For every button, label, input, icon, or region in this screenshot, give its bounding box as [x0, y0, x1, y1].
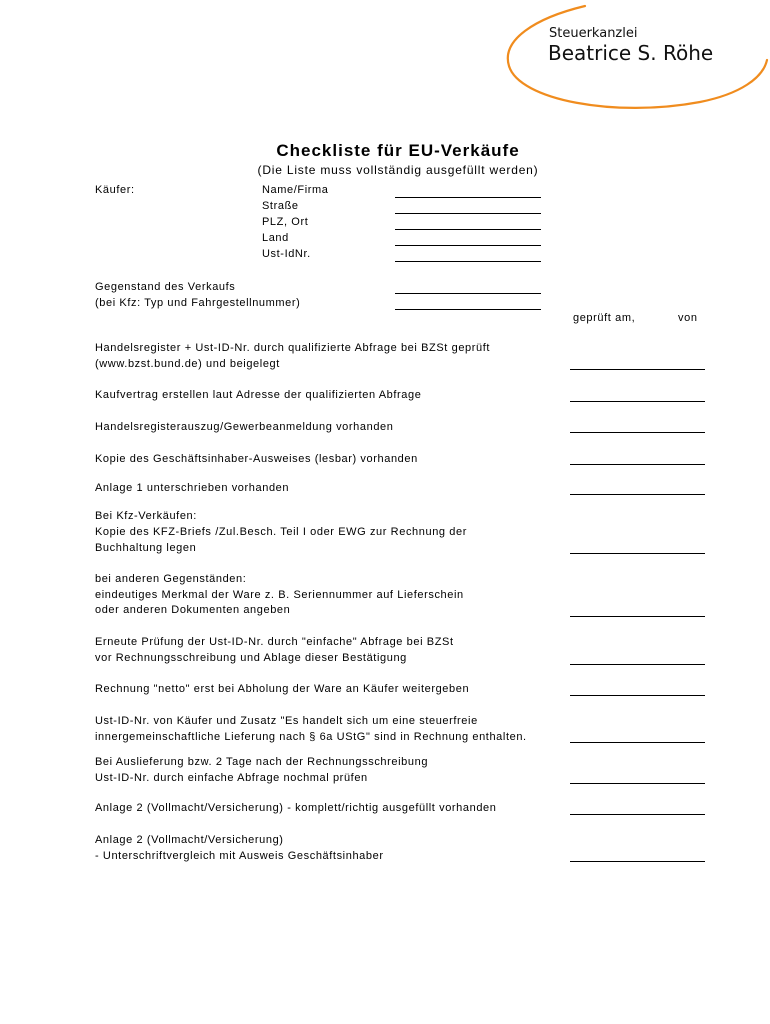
item-signoff-line[interactable]: [570, 464, 705, 465]
item-text: - Unterschriftvergleich mit Ausweis Geschäftsinhaber: [95, 850, 384, 862]
item-text: innergemeinschaftliche Lieferung nach § 6a UStG" sind in Rechnung enthalten.: [95, 731, 527, 743]
item-text: eindeutiges Merkmal der Ware z. B. Seriennummer auf Lieferschein: [95, 589, 464, 601]
item-text: Kaufvertrag erstellen laut Adresse der qualifizierten Abfrage: [95, 389, 422, 401]
buyer-country-input-line[interactable]: [395, 245, 541, 246]
item-text: Buchhaltung legen: [95, 542, 197, 554]
item-text: bei anderen Gegenständen:: [95, 573, 247, 585]
item-signoff-line[interactable]: [570, 664, 705, 665]
item-text: Handelsregister + Ust-ID-Nr. durch qualifizierte Abfrage bei BZSt geprüft: [95, 342, 491, 354]
item-signoff-line[interactable]: [570, 401, 705, 402]
item-text: Bei Auslieferung bzw. 2 Tage nach der Rechnungsschreibung: [95, 756, 429, 768]
buyer-field-label: Name/Firma: [262, 184, 329, 196]
item-text: Ust-ID-Nr. durch einfache Abfrage nochmal prüfen: [95, 772, 368, 784]
buyer-field-label: Ust-IdNr.: [262, 248, 311, 260]
item-signoff-line[interactable]: [570, 814, 705, 815]
page-title: Checkliste für EU-Verkäufe: [276, 141, 520, 160]
item-text: Anlage 2 (Vollmacht/Versicherung): [95, 834, 284, 846]
item-signoff-line[interactable]: [570, 494, 705, 495]
item-text: Anlage 2 (Vollmacht/Versicherung) - komplett/richtig ausgefüllt vorhanden: [95, 802, 497, 814]
item-text: Erneute Prüfung der Ust-ID-Nr. durch "einfache" Abfrage bei BZSt: [95, 636, 454, 648]
subject-input-line-2[interactable]: [395, 309, 541, 310]
buyer-street-input-line[interactable]: [395, 213, 541, 214]
item-text: Ust-ID-Nr. von Käufer und Zusatz "Es handelt sich um eine steuerfreie: [95, 715, 478, 727]
item-text: Handelsregisterauszug/Gewerbeanmeldung vorhanden: [95, 421, 394, 433]
item-signoff-line[interactable]: [570, 783, 705, 784]
item-signoff-line[interactable]: [570, 616, 705, 617]
item-text: Kopie des KFZ-Briefs /Zul.Besch. Teil I oder EWG zur Rechnung der: [95, 526, 467, 538]
item-signoff-line[interactable]: [570, 369, 705, 370]
column-checked-on: geprüft am,: [573, 312, 636, 324]
subject-hint: (bei Kfz: Typ und Fahrgestellnummer): [95, 297, 301, 309]
subject-input-line[interactable]: [395, 293, 541, 294]
item-text: oder anderen Dokumenten angeben: [95, 604, 291, 616]
page-subtitle: (Die Liste muss vollständig ausgefüllt werden): [257, 163, 539, 177]
buyer-city-input-line[interactable]: [395, 229, 541, 230]
item-signoff-line[interactable]: [570, 553, 705, 554]
buyer-field-label: Straße: [262, 200, 299, 212]
item-text: vor Rechnungsschreibung und Ablage dieser Bestätigung: [95, 652, 407, 664]
item-signoff-line[interactable]: [570, 695, 705, 696]
buyer-vatid-input-line[interactable]: [395, 261, 541, 262]
buyer-field-label: Land: [262, 232, 289, 244]
logo-firm-name: Beatrice S. Röhe: [548, 41, 714, 65]
subject-label: Gegenstand des Verkaufs: [95, 281, 236, 293]
item-text: Kopie des Geschäftsinhaber-Ausweises (lesbar) vorhanden: [95, 453, 418, 465]
item-text: Rechnung "netto" erst bei Abholung der Ware an Käufer weitergeben: [95, 683, 470, 695]
item-text: (www.bzst.bund.de) und beigelegt: [95, 358, 280, 370]
buyer-label: Käufer:: [95, 184, 135, 196]
logo-firm-type: Steuerkanzlei: [549, 26, 638, 41]
column-by: von: [678, 312, 698, 324]
buyer-name-input-line[interactable]: [395, 197, 541, 198]
item-text: Bei Kfz-Verkäufen:: [95, 510, 197, 522]
item-text: Anlage 1 unterschrieben vorhanden: [95, 482, 290, 494]
item-signoff-line[interactable]: [570, 432, 705, 433]
item-signoff-line[interactable]: [570, 861, 705, 862]
buyer-field-label: PLZ, Ort: [262, 216, 309, 228]
item-signoff-line[interactable]: [570, 742, 705, 743]
